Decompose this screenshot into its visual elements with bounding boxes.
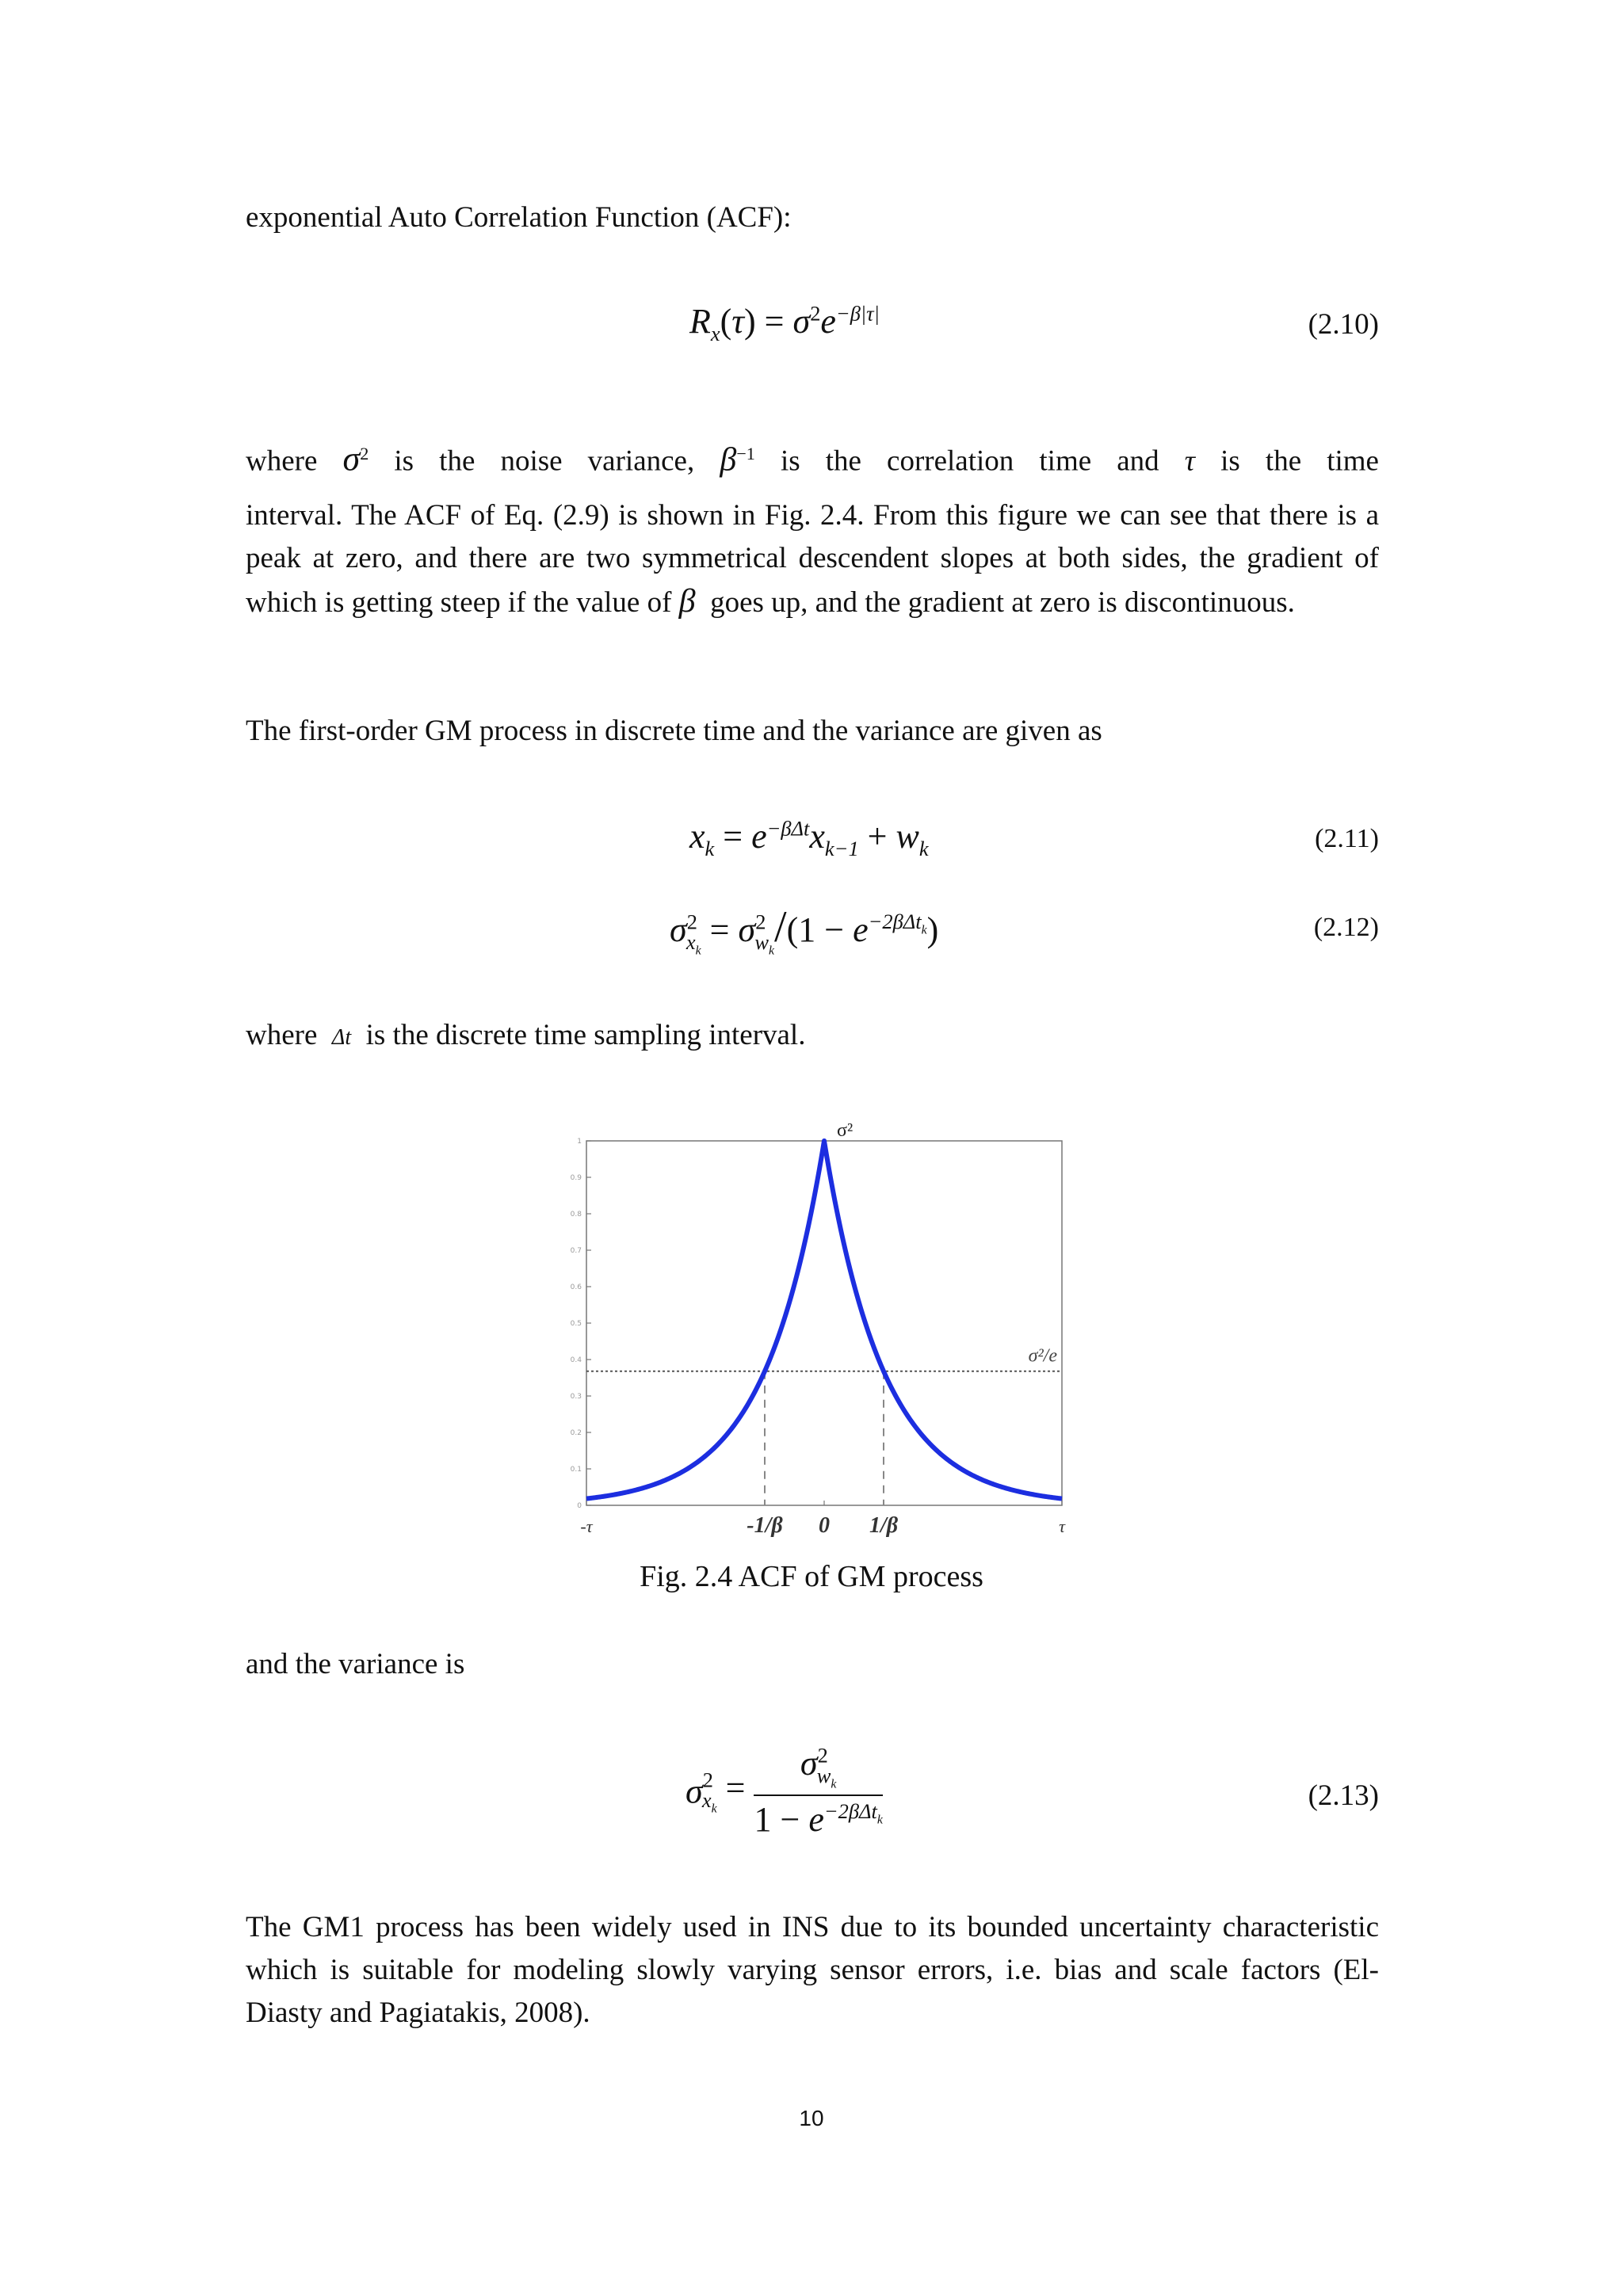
y-tick-label: 1 [577, 1138, 582, 1146]
y-tick-label: 0.3 [570, 1393, 582, 1401]
y-tick-label: 0.8 [570, 1211, 582, 1219]
hline-label: σ²/e [1028, 1345, 1057, 1367]
equation-number-2-13: (2.13) [1308, 1779, 1379, 1812]
y-tick-label: 0.6 [570, 1283, 582, 1291]
y-tick-label: 0.1 [570, 1466, 582, 1474]
y-tick-label: 0 [577, 1502, 582, 1510]
x-tick-label: -τ [580, 1516, 593, 1536]
y-tick-label: 0.2 [570, 1429, 582, 1437]
plot-border [586, 1141, 1062, 1505]
closing-paragraph: The GM1 process has been widely used in INS due to its bounded uncertainty characteristic which is suitable for modeling slowly varying sensor errors, i.e. bias and scale factors (El-Diasty and Pagiatakis, 2008). [246, 1911, 1379, 2029]
figure-caption: Fig. 2.4 ACF of GM process [640, 1560, 983, 1593]
peak-label: σ² [837, 1120, 854, 1141]
acf-figure [555, 1117, 1078, 1561]
acf-curve-line [586, 1141, 1062, 1499]
where-dt-text: where Δt is the discrete time sampling interval. [246, 1019, 806, 1051]
figure-labels [580, 1120, 1066, 1538]
equation-2-10: $R_x(\tau) = \sigma^2e^{-\beta|\tau|}$ [689, 301, 880, 345]
acf-curve [586, 1141, 1062, 1499]
x-tick-label: 0 [819, 1513, 830, 1538]
equation-number-2-11: (2.11) [1315, 824, 1379, 853]
equation-2-11: $x_k = e^{-\beta\Delta t}x_{k-1} + w_k$ [689, 816, 929, 860]
x-tick-label: τ [1059, 1516, 1065, 1536]
equation-2-13: $\sigma^2_{x_k}$ = $\frac{\sigma^2_{w_k}}{1 - e^{-2\beta\Delta t_k}}$ [685, 1743, 883, 1840]
intro-text: exponential Auto Correlation Function (ACF): [246, 201, 792, 234]
variance-intro-text: and the variance is [246, 1648, 465, 1680]
equation-number-2-12: (2.12) [1313, 913, 1379, 942]
x-tick-label: 1/β [869, 1513, 899, 1538]
gm-intro-text: The first-order GM process in discrete time and the variance are given as [246, 715, 1102, 747]
y-tick-label: 0.5 [570, 1320, 582, 1328]
y-tick-label: 0.7 [570, 1247, 582, 1255]
equation-number-2-10: (2.10) [1308, 308, 1379, 341]
where-paragraph: interval. The ACF of Eq. (2.9) is shown in Fig. 2.4. From this figure we can see that there is a peak at zero, and there are two symmetrical descendent slopes at both sides, the gradient of which is getting steep if the value of β goes up, and the gradient at zero is discontinuous. [246, 499, 1379, 620]
where-line-1: where $\sigma^2$ is the noise variance, $\beta^{-1}$ is the correlation time and τ is the time [246, 439, 1379, 479]
x-tick-label: -1/β [747, 1513, 783, 1538]
y-tick-label: 0.9 [570, 1174, 582, 1182]
equation-2-12: $\sigma^2_{x_k} = \sigma^2_{w_k}/(1 - e^{-2\beta\Delta t_k})$ [670, 902, 939, 958]
y-tick-label: 0.4 [570, 1356, 582, 1364]
page-number: 10 [799, 2106, 824, 2130]
